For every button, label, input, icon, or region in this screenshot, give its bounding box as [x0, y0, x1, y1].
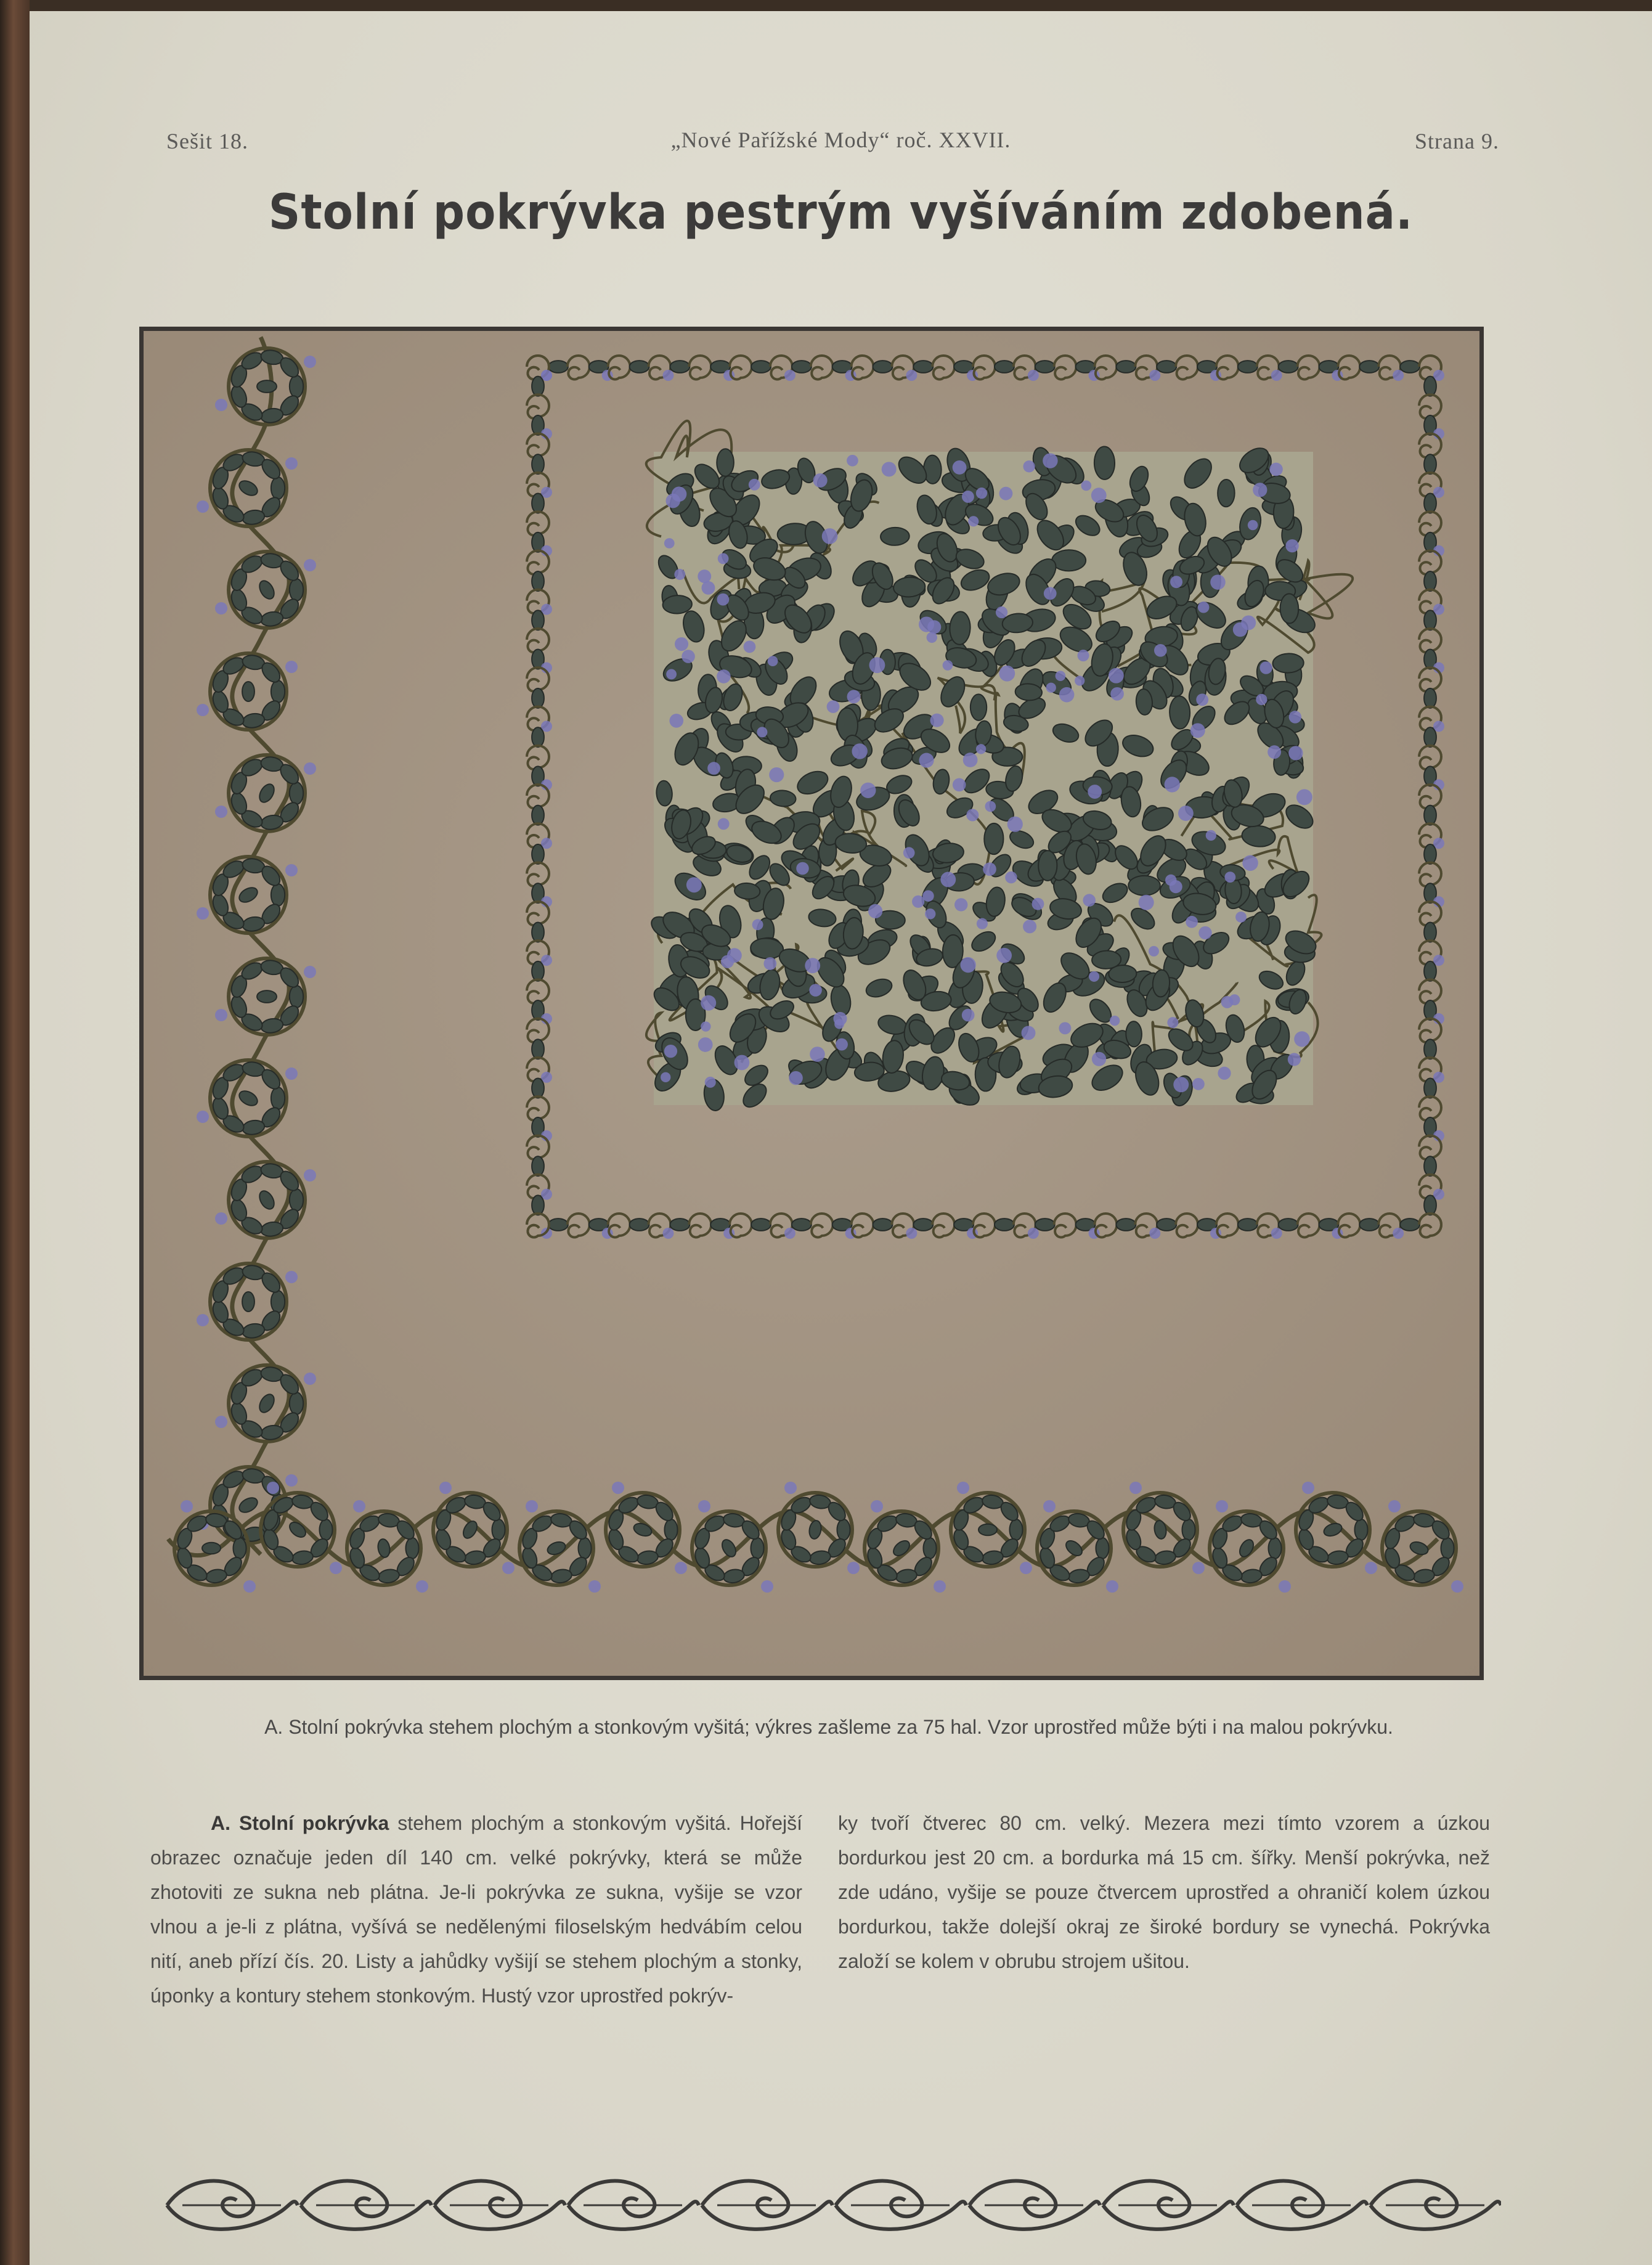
article-column-right: ky tvoří čtverec 80 cm. velký. Mezera mezi tímto vzorem a úzkou bordurkou jest 20 cm. a bordurka má 15 cm. šířky. Menší pokrývka, než zde udáno, vyšije se pouze čtvercem uprostřed a ohraničí kolem úzkou bordurkou, takže dolejší okraj ze široké bordury se vynechá. Pokrývka založí se kolem v obrubu strojem ušitou. — [838, 1812, 1490, 1972]
decorative-footer-ornament — [164, 2172, 1501, 2238]
issue-number: Sešit 18. — [166, 129, 249, 153]
page-number: Strana 9. — [1415, 129, 1499, 153]
embroidery-illustration — [139, 327, 1484, 1680]
article-column-left — [150, 1806, 802, 2013]
tablecloth-pattern-image — [144, 331, 1479, 1676]
article-title: Stolní pokrývka pestrým vyšíváním zdobená. — [268, 185, 1414, 240]
article-text-left: stehem plochým a stonkovým vyšitá. Hořejší obrazec označuje jeden díl 140 cm. velké pokrývky, která se může zhotoviti ze sukna neb plátna. Je-li pokrývka ze sukna, vyšije se vzor vlnou a je-li z plátna, vyšívá se nedělenými filoselským hedvábím celou nití, aneb přízí čís. 20. Listy a jahůdky vyšijí se stehem plochým a stonky, úponky a kontury stehem stonkovým. Hustý vzor uprostřed pokrýv- — [150, 1812, 803, 2007]
magazine-page — [30, 11, 1652, 2265]
book-spine — [0, 0, 30, 2265]
article-lead: A. Stolní pokrývka — [211, 1812, 389, 1834]
figure-caption: A. Stolní pokrývka stehem plochým a stonkovým vyšitá; výkres zašleme za 75 hal. Vzor uprostřed může býti i na malou pokrývku. — [264, 1716, 1393, 1738]
publication-title: „Nové Pařížské Mody“ roč. XXVII. — [670, 128, 1011, 152]
